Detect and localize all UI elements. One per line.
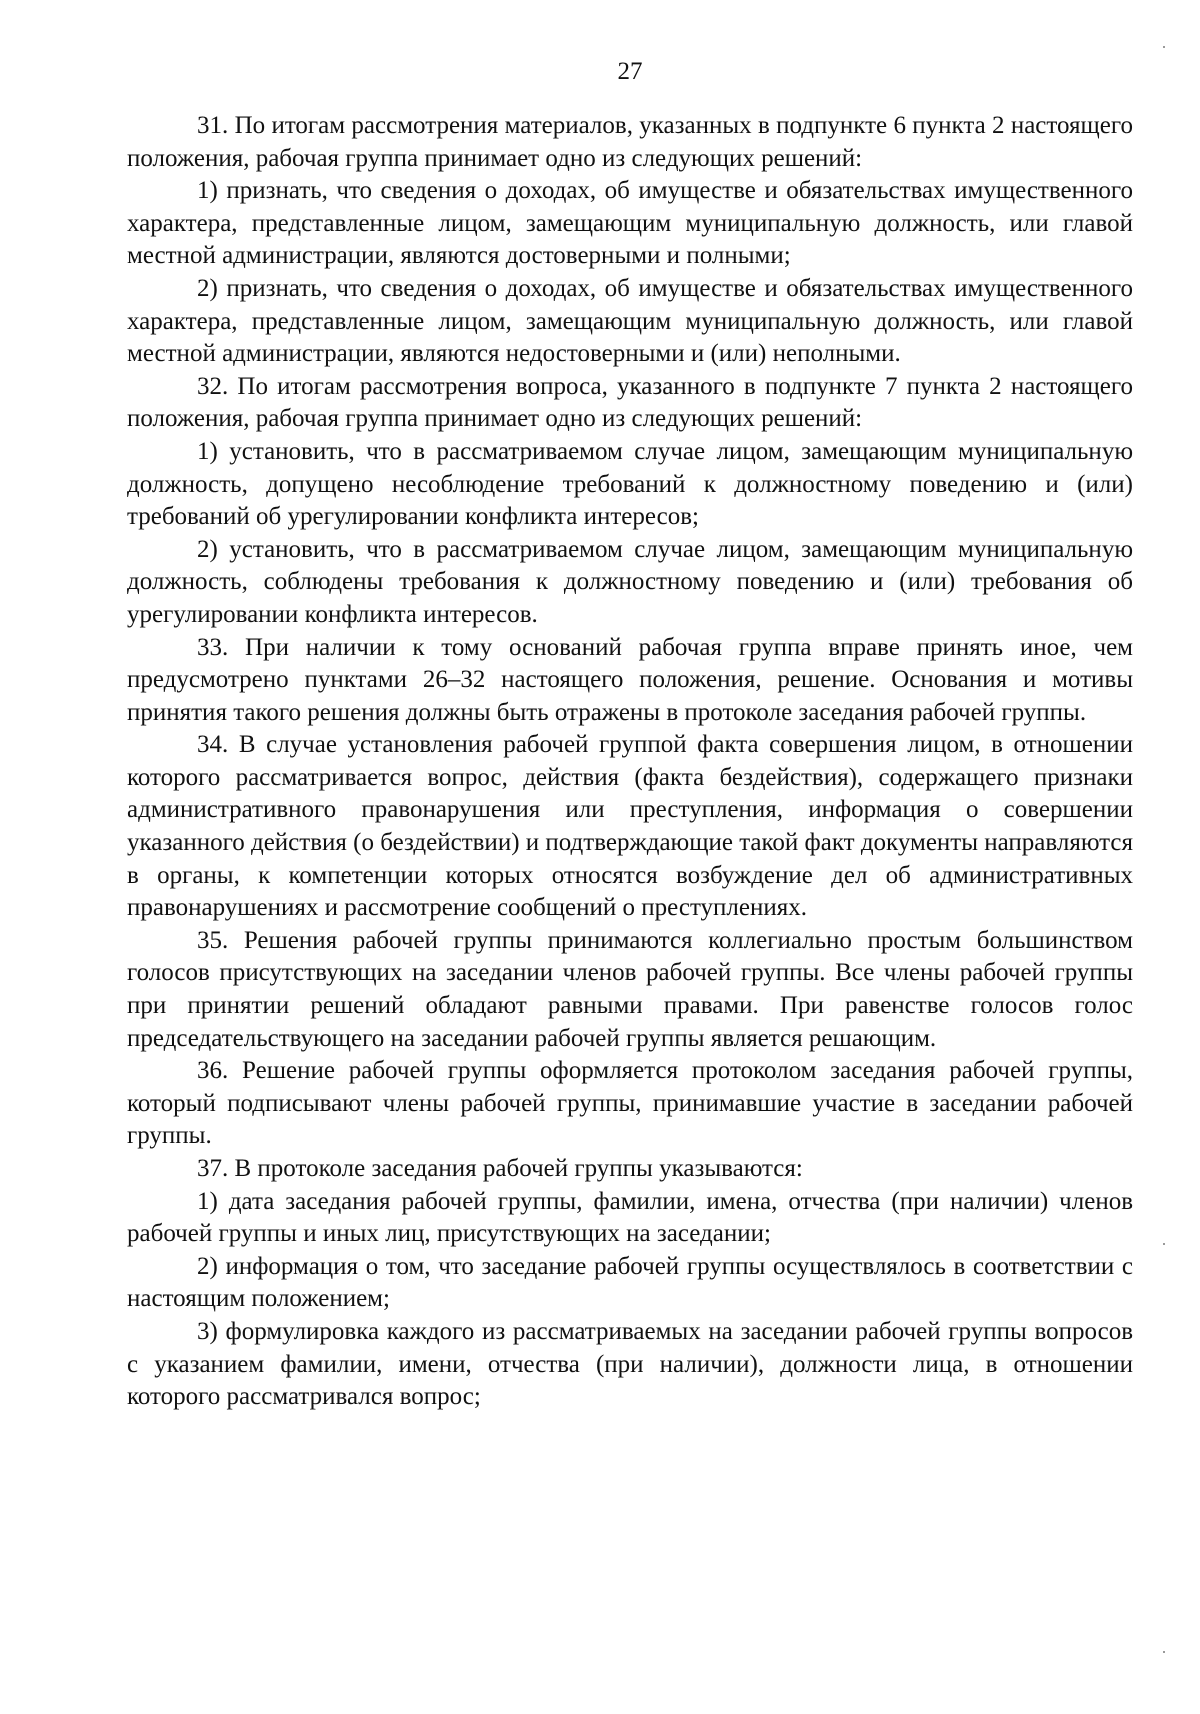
paragraph-31: 31. По итогам рассмотрения материалов, указанных в подпункте 6 пункта 2 настоящего положения, рабочая группа принимает одно из следующих решений:: [127, 112, 1133, 172]
paragraph-32-item-2: 2) установить, что в рассматриваемом случае лицом, замещающим муниципальную должность, соблюдены требования к должностному поведению и (или) требования об урегулировании конфликта интересов.: [127, 535, 1133, 628]
paragraph-32: 32. По итогам рассмотрения вопроса, указанного в подпункте 7 пункта 2 настоящего положения, рабочая группа принимает одно из следующих решений:: [127, 372, 1133, 433]
document-page: [127, 56, 1133, 1414]
paragraph-32-item-1: 1) установить, что в рассматриваемом случае лицом, замещающим муниципальную должность, допущено несоблюдение требований к должностному поведению и (или) требований об урегулировании конфликта интересов;: [127, 437, 1133, 531]
scan-speck: [1163, 1651, 1165, 1653]
scan-speck: [1163, 1243, 1165, 1245]
paragraph-31-item-2: 2) признать, что сведения о доходах, об имуществе и обязательствах имущественного характера, представленные лицом, замещающим муниципальную должность, или главой местной администрации, являются недостоверными и (или) неполными.: [127, 274, 1133, 368]
paragraph-37-item-3: 3) формулировка каждого из рассматриваемых на заседании рабочей группы вопросов с указанием фамилии, имени, отчества (при наличии), должности лица, в отношении которого рассматривался вопрос;: [127, 1317, 1133, 1411]
paragraph-34: 34. В случае установления рабочей группой факта совершения лицом, в отношении которого рассматривается вопрос, действия (факта бездействия), содержащего признаки административного правонарушения или преступления, информация о совершении указанного действия (о бездействии) и подтверждающие такой факт документы направляются в органы, к компетенции которых относятся возбуждение дел об административных правонарушениях и рассмотрение сообщений о преступлениях.: [127, 731, 1134, 922]
paragraph-37: 37. В протоколе заседания рабочей группы указываются:: [197, 1155, 803, 1182]
paragraph-33: 33. При наличии к тому оснований рабочая группа вправе принять иное, чем предусмотрено пунктами 26–32 настоящего положения, решение. Основания и мотивы принятия такого решения должны быть отражены в протоколе заседания рабочей группы.: [127, 633, 1133, 726]
paragraph-36: 36. Решение рабочей группы оформляется протоколом заседания рабочей группы, который подписывают члены рабочей группы, принимавшие участие в заседании рабочей группы.: [127, 1057, 1133, 1150]
page-number: 27: [617, 58, 643, 85]
paragraph-37-item-2: 2) информация о том, что заседание рабочей группы осуществлялось в соответствии с настоящим положением;: [127, 1252, 1133, 1313]
paragraph-31-item-1: 1) признать, что сведения о доходах, об имуществе и обязательствах имущественного характера, представленные лицом, замещающим муниципальную должность, или главой местной администрации, являются достоверными и полными;: [127, 177, 1133, 270]
paragraph-37-item-1: 1) дата заседания рабочей группы, фамилии, имена, отчества (при наличии) членов рабочей группы и иных лиц, присутствующих на заседании;: [127, 1187, 1133, 1248]
scan-speck: [1163, 46, 1165, 48]
paragraph-35: 35. Решения рабочей группы принимаются коллегиально простым большинством голосов присутствующих на заседании членов рабочей группы. Все члены рабочей группы при принятии решений обладают равными правами. При равенстве голосов голос председательствующего на заседании рабочей группы является решающим.: [127, 926, 1133, 1052]
